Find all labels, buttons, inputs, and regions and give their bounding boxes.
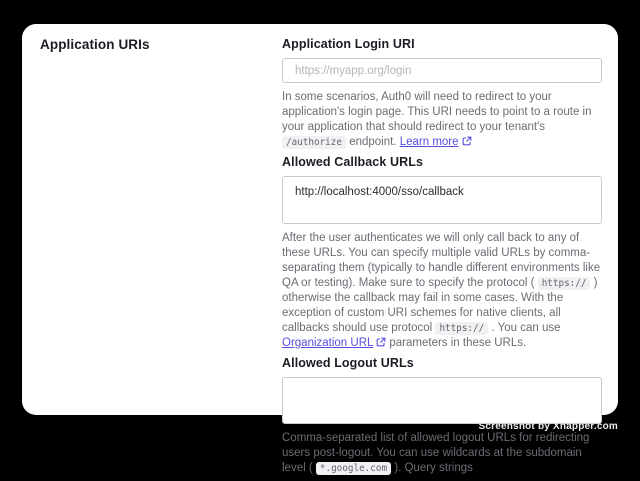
callback-urls-label: Allowed Callback URLs: [282, 155, 424, 169]
login-uri-help: [282, 90, 602, 150]
callback-help-text-2: ) otherwise the callback may fail in some cases. With the exception of custom URI schemes for native clients, all callbacks should use protocol: [282, 277, 598, 334]
https-protocol-code-1: https://: [538, 277, 591, 290]
login-uri-input[interactable]: [282, 58, 602, 83]
authorize-endpoint-code: /authorize: [282, 136, 346, 149]
login-uri-label: Application Login URI: [282, 37, 415, 51]
https-protocol-code-2: https://: [435, 322, 488, 335]
learn-more-link[interactable]: Learn more: [399, 136, 459, 148]
logout-help-text-1: Comma-separated list of allowed logout URLs for redirecting users post-logout. You can use wildcards at the subdomain level (: [282, 432, 590, 474]
wildcard-domain-code: *.google.com: [316, 462, 391, 475]
external-link-icon: [462, 135, 472, 150]
callback-urls-textarea[interactable]: [282, 176, 602, 224]
logout-urls-textarea[interactable]: [282, 377, 602, 424]
external-link-icon: [376, 336, 386, 351]
login-uri-help-text-2: endpoint.: [349, 136, 397, 148]
logout-urls-help: [282, 431, 602, 476]
logout-help-text-2: ). Query strings: [394, 462, 473, 474]
xnapper-watermark: Screenshot by Xnapper.com: [478, 421, 618, 432]
callback-help-text-3: . You can use: [491, 322, 561, 334]
organization-url-link[interactable]: Organization URL: [282, 337, 373, 349]
callback-urls-help: [282, 231, 602, 351]
section-title: Application URIs: [40, 37, 150, 52]
callback-help-text-4: parameters in these URLs.: [389, 337, 527, 349]
callback-help-text-1: After the user authenticates we will only call back to any of these URLs. You can specify multiple valid URLs by comma-separating them (typically to handle different environments like QA or testing). Make sure to specify the protocol (: [282, 232, 601, 289]
logout-urls-label: Allowed Logout URLs: [282, 356, 414, 370]
login-uri-help-text: In some scenarios, Auth0 will need to redirect to your application's login page. This URI needs to point to a route in your application that should redirect to your tenant's: [282, 91, 592, 133]
application-uris-form: [282, 37, 602, 481]
